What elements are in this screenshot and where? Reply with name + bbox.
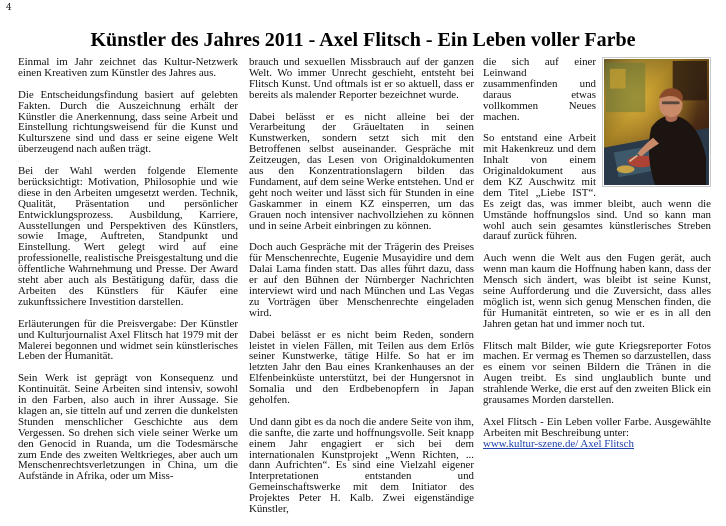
page-number: 4 xyxy=(6,3,12,13)
paragraph: Einmal im Jahr zeichnet das Kultur-Netzwerk einen Kreativen zum Künstler des Jahres aus. xyxy=(18,56,238,79)
column-2 xyxy=(249,57,474,526)
footer-note-text: Axel Flitsch - Ein Leben voller Farbe. Ausgewählte Arbeiten mit Beschreibung unter: xyxy=(483,415,711,439)
paragraph: Auch wenn die Welt aus den Fugen gerät, auch wenn man kaum die Hoffnung haben kann, dass der Mensch sich ändert, was bleibt ist seine Kunst, seine Aufforderung und die Zuversicht, dass alles möglich ist, wenn sich genug Menschen finden, die für Humanität eintreten, so wie er es in all den Jahren getan hat und immer noch tut. xyxy=(483,252,711,330)
paragraph: Die Entscheidungsfindung basiert auf gelebten Fakten. Durch die Auszeichnung erhält der Künstler die Anerkennung, dass seine Arbeit und Einstellung richtungsweisend für die Kunst und Kulturszene sind und dass er seine eigene Welt überzeugend nach außen trägt. xyxy=(18,88,238,156)
paragraph: Bei der Wahl werden folgende Elemente berücksichtigt: Motivation, Philosophie und wie diese in den Arbeiten umgesetzt werden. Technik, Qualität, Präsentation und persönlicher Entwicklungsprozess. Ausbildung, Karriere, Ausstellungen und Perspektiven des Künstlers, sowie Image, Auftreten, Standpunkt und Einstellung. Wert gelegt wird auf eine professionelle, realistische Preisgestaltung und die öffentliche Wahrnehmung und Presse. Der Award steht aber auch als Bestätigung dafür, dass die Arbeiten des Künstlers für Käufer eine zukunftssichere Investition darstellen. xyxy=(18,165,238,308)
article-title: Künstler des Jahres 2011 - Axel Flitsch - Ein Leben voller Farbe xyxy=(90,29,636,51)
paragraph: Doch auch Gespräche mit der Trägerin des Preises für Menschenrechte, Eugenie Musayidire und dem Dalai Lama finden statt. Das alles führt dazu, dass er auf den Bühnen der Nürnberger Nachrichten interviewt wird und nach München und Las Vegas zu Vorträgen über Menschenrechte eingeladen wird. xyxy=(249,241,474,319)
paragraph: Dabei belässt er es nicht alleine bei der Verarbeitung der Gräueltaten in seinen Kunstwerken, sondern setzt sich mit den Betroffenen selbst auseinander. Gespräche mit Zeitzeugen, das Lesen von Originaldokumenten aus den Konzentrationslagern bilden das Fundament, auf dem seine Werke entstehen. Und er geht noch weiter und lässt sich für Stunden in eine Gaskammer in einem KZ einsperren, um das Grauen noch intensiver nachvollziehen zu können und in seine Arbeit einbringen zu können. xyxy=(249,110,474,232)
paragraph: Erläuterungen für die Preisvergabe: Der Künstler und Kulturjournalist Axel Flitsch hat 1979 mit der Malerei begonnen und widmet sein künstlerisches Leben der Humanität. xyxy=(18,317,238,363)
footer-note xyxy=(483,417,711,450)
paragraph: So entstand eine Arbeit mit Hakenkreuz und dem Inhalt von einem Originaldokument aus dem KZ Auschwitz mit dem Titel „Liebe IST“. Es zeigt das, was immer bleibt, auch wenn die Umstände hoffnungslos sind. Und so kann man wohl auch sein gesamtes künstlerisches Streben darauf zurück führen. xyxy=(483,132,711,243)
artist-painting-photo xyxy=(604,59,709,185)
website-link[interactable]: www.kultur-szene.de/ Axel Flitsch xyxy=(483,437,634,450)
column-3 xyxy=(483,57,711,450)
column-1 xyxy=(18,57,238,493)
artist-photo xyxy=(602,57,711,187)
paragraph: Dabei belässt er es nicht beim Reden, sondern leistet in vielen Fällen, mit Teilen aus dem Erlös seiner Kunstwerke, tätige Hilfe. So hat er im letzten Jahr den Bau eines Krankenhauses an der Elfenbeinküste unterstützt, bei der Hungersnot in Somalia und den Erdbebenopfern in Japan geholfen. xyxy=(249,328,474,407)
paragraph: die sich auf einer Leinwand zusammenfinden und daraus etwas vollkommen Neues machen. xyxy=(483,56,596,123)
paragraph: brauch und sexuellen Missbrauch auf der ganzen Welt. Wo immer Unrecht geschieht, entsteht bei Flitsch Kunst. Und oftmals ist er so aktuell, dass er bereits als malender Reporter bezeichnet wurde. xyxy=(249,56,474,101)
paragraph: Flitsch malt Bilder, wie gute Kriegsreporter Fotos machen. Er vermag es Themen so darzustellen, dass es einem vor seinen Bildern die Tränen in die Augen treibt. Es sind unglaublich bunte und strahlende Werke, die erst auf den zweiten Blick ein grausames Morden darstellen. xyxy=(483,339,711,407)
paragraph: Sein Werk ist geprägt von Konsequenz und Kontinuität. Seine Arbeiten sind intensiv, sowohl in den Farben, also auch in ihrer Aussage. Sie klagen an, sie titteln auf und zerren die dunkelsten Stunden menschlicher Geschichte aus dem Vergessen. So drehen sich viele seiner Werke um den Genocid in Ruanda, um die Todesmärsche zum Ende des zweiten Weltkrieges, aber auch um Menschenrechtsverletzungen in China, um die Aufstände in Afrika, oder um Miss- xyxy=(18,372,238,483)
paragraph: Und dann gibt es da noch die andere Seite von ihm, die sanfte, die zarte und hoffnungsvolle. Seit knapp einem Jahr engagiert er sich bei dem internationalen Kunstprojekt „Wenn Richten, ... dann Aufrichten“. Es sind eine Vielzahl eigener Interpretationen entstanden und Gemeinschaftswerke mit dem Initiator des Projektes Peter H. Kalb. Zwei eigenständige Künstler, xyxy=(249,415,474,516)
